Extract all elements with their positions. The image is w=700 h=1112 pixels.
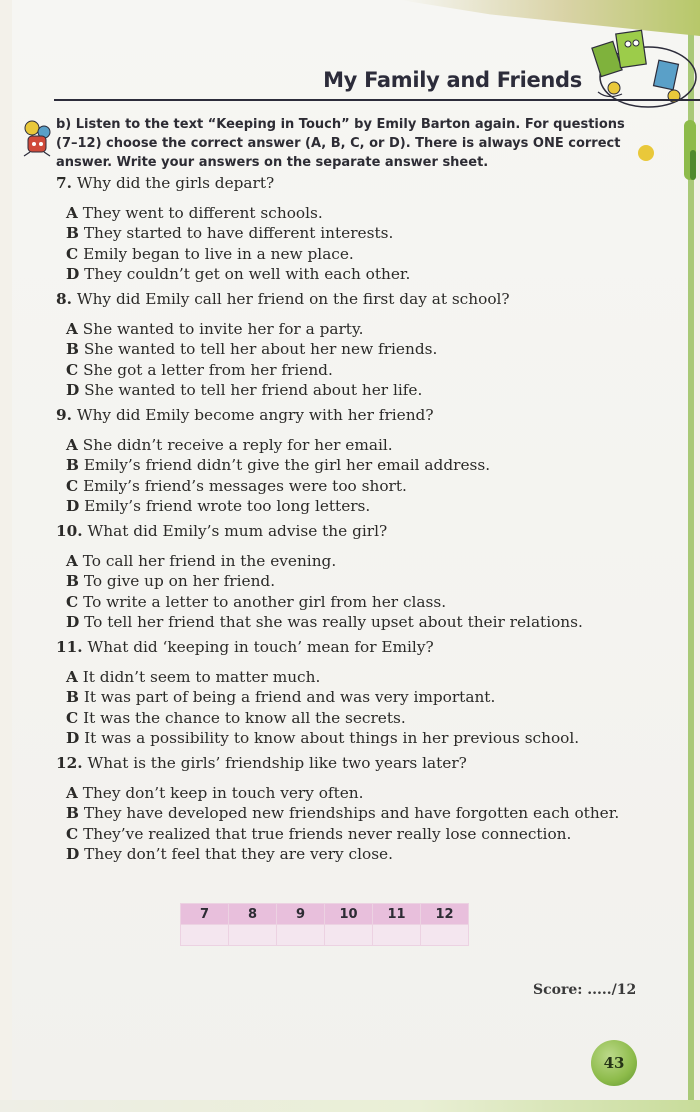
task-instructions: b) Listen to the text “Keeping in Touch” by Emily Barton again. For questions (7–12) choose the correct answer (A, B, C, or D). There is always ONE correct answer. Write your answers on the separate answer sheet.	[56, 117, 625, 170]
option-b: B It was part of being a friend and was very important.	[66, 688, 496, 706]
answer-cell[interactable]	[229, 925, 277, 946]
option-d: D It was a possibility to know about things in her previous school.	[66, 729, 580, 747]
option-a: A She wanted to invite her for a party.	[66, 319, 364, 338]
question-text: Why did the girls depart?	[76, 174, 275, 192]
question-text: What is the girls’ friendship like two years later?	[87, 754, 467, 772]
answer-col-header: 11	[373, 904, 421, 925]
question-number: 9.	[56, 406, 72, 424]
question-text: What did Emily’s mum advise the girl?	[87, 522, 388, 540]
option-a: A It didn’t seem to matter much.	[66, 667, 321, 686]
option-c: C She got a letter from her friend.	[66, 360, 333, 379]
footer-band	[0, 1100, 700, 1112]
unit-title: My Family and Friends	[323, 68, 582, 92]
option-c: C They’ve realized that true friends never really lose connection.	[66, 824, 572, 843]
answer-col-header: 9	[277, 904, 325, 925]
question-number: 10.	[56, 522, 83, 540]
option-b: B Emily’s friend didn’t give the girl her email address.	[66, 456, 491, 474]
option-d: D She wanted to tell her friend about her life.	[66, 381, 423, 399]
option-c: C Emily’s friend’s messages were too short.	[66, 476, 407, 495]
header-divider	[54, 99, 700, 101]
option-c: C It was the chance to know all the secrets.	[66, 708, 406, 727]
option-a: A They don’t keep in touch very often.	[66, 783, 364, 802]
question-10	[56, 521, 583, 633]
answer-cell[interactable]	[421, 925, 469, 946]
answer-col-header: 12	[421, 904, 469, 925]
question-12	[56, 753, 626, 865]
question-8	[56, 289, 510, 401]
option-b: B They started to have different interests.	[66, 224, 394, 242]
question-text: Why did Emily call her friend on the first day at school?	[76, 290, 510, 308]
option-c: C Emily began to live in a new place.	[66, 244, 354, 263]
question-text: What did ‘keeping in touch’ mean for Emily?	[87, 638, 434, 656]
option-b: B To give up on her friend.	[66, 572, 276, 590]
question-11	[56, 637, 579, 749]
page-number-badge	[591, 1040, 637, 1086]
option-b: B She wanted to tell her about her new friends.	[66, 340, 438, 358]
question-number: 8.	[56, 290, 72, 308]
answer-cell[interactable]	[181, 925, 229, 946]
option-d: D They couldn’t get on well with each other.	[66, 265, 411, 283]
option-d: D To tell her friend that she was really upset about their relations.	[66, 613, 583, 631]
answer-col-header: 10	[325, 904, 373, 925]
answer-col-header: 8	[229, 904, 277, 925]
page-number: 43	[603, 1054, 625, 1072]
answer-cell[interactable]	[373, 925, 421, 946]
option-a: A She didn’t receive a reply for her email.	[66, 435, 393, 454]
question-9	[56, 405, 490, 517]
option-d: D They don’t feel that they are very close.	[66, 845, 393, 863]
score-label: Score: ...../12	[533, 982, 637, 998]
option-d: D Emily’s friend wrote too long letters.	[66, 497, 371, 515]
option-b: B They have developed new friendships and have forgotten each other.	[66, 804, 620, 822]
option-a: A To call her friend in the evening.	[66, 551, 337, 570]
answer-grid	[180, 903, 469, 946]
option-c: C To write a letter to another girl from her class.	[66, 592, 447, 611]
answer-cell[interactable]	[325, 925, 373, 946]
question-number: 12.	[56, 754, 83, 772]
option-a: A They went to different schools.	[66, 203, 323, 222]
question-number: 7.	[56, 174, 72, 192]
listening-mascot-icon	[20, 116, 54, 160]
question-number: 11.	[56, 638, 83, 656]
answer-cell[interactable]	[277, 925, 325, 946]
question-text: Why did Emily become angry with her friend?	[76, 406, 434, 424]
answer-col-header: 7	[181, 904, 229, 925]
side-decoration-bar-dark	[690, 150, 696, 180]
question-7	[56, 173, 410, 285]
